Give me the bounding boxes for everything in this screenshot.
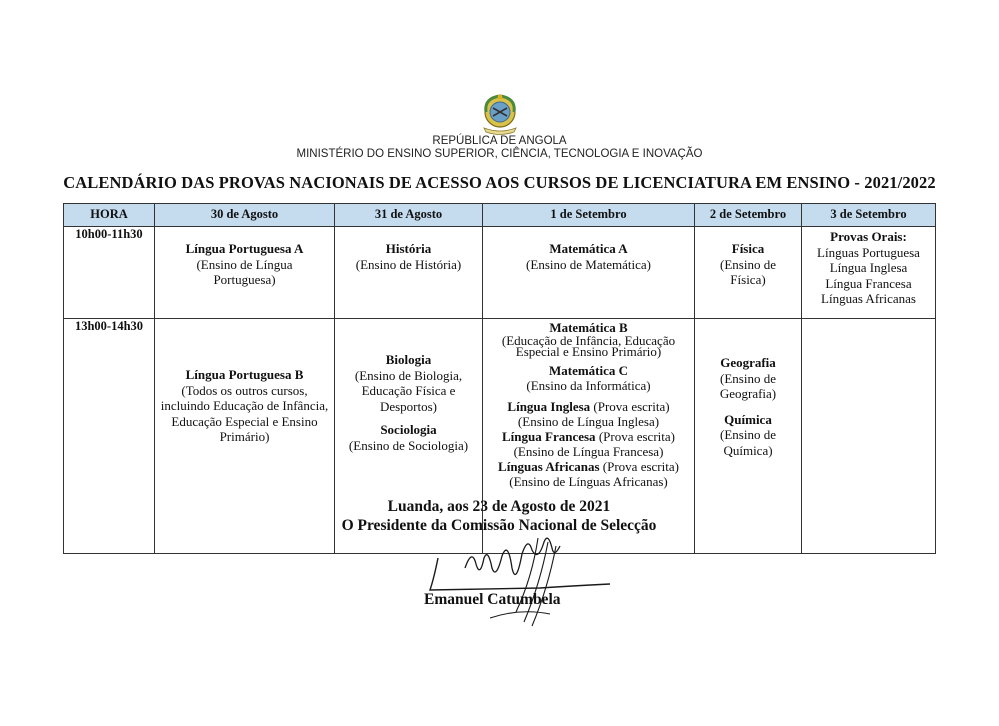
column-header-day-4: 2 de Setembro (695, 204, 802, 227)
exam-subject: Língua Francesa (502, 429, 596, 444)
angola-coat-of-arms-icon (474, 90, 526, 138)
exam-subject: Biologia (385, 352, 432, 367)
exam-note: (Prova escrita) (599, 459, 679, 474)
exam-subject: Língua Inglesa (507, 399, 591, 414)
column-header-hora: HORA (64, 204, 155, 227)
exam-detail: (Ensino de Biologia, Educação Física e Desportos) (354, 367, 463, 414)
exam-detail: (Ensino de Matemática) (526, 256, 651, 272)
exam-detail: (Ensino de Línguas Africanas) (509, 474, 668, 489)
ministry-heading: MINISTÉRIO DO ENSINO SUPERIOR, CIÊNCIA, TECNOLOGIA E INOVAÇÃO (296, 148, 703, 160)
exam-cell (335, 227, 483, 319)
exam-detail: (Ensino de Sociologia) (348, 437, 469, 453)
oral-exams-cell (802, 227, 936, 319)
exam-cell (695, 227, 802, 319)
exam-detail: (Todos os outros cursos, incluindo Educação de Infância, Educação Especial e Ensino Primário) (160, 382, 329, 444)
list-item: Línguas Portuguesa (817, 244, 920, 260)
hora-cell: 10h00-11h30 (64, 227, 155, 319)
exam-subject: Língua Portuguesa B (185, 367, 304, 382)
place-date: Luanda, aos 23 de Agosto de 2021 (387, 498, 611, 515)
exam-detail: (Ensino de Língua Francesa) (513, 444, 664, 459)
exam-detail: (Ensino de Geografia) (719, 370, 777, 401)
exam-subject: Física (731, 241, 765, 256)
exam-detail: (Ensino de Língua Inglesa) (517, 414, 660, 429)
column-header-day-5: 3 de Setembro (802, 204, 936, 227)
exam-subject: História (385, 241, 432, 256)
exam-detail: (Educação de Infância, Educação Especial e Ensino Primário) (501, 333, 676, 359)
exam-detail: (Ensino da Informática) (526, 378, 651, 393)
exam-line (486, 399, 691, 414)
list-item: Línguas Africanas (821, 291, 916, 306)
table-header-row (64, 204, 936, 227)
hora-cell: 13h00-14h30 (64, 319, 155, 554)
exam-subject: Matemática B (549, 320, 628, 335)
exam-note: (Prova escrita) (595, 429, 675, 444)
column-header-day-2: 31 de Agosto (335, 204, 483, 227)
exam-detail: (Ensino de História) (355, 256, 462, 272)
exam-subject: Línguas Africanas (498, 459, 600, 474)
exam-subject: Língua Portuguesa A (185, 241, 304, 256)
exam-subject: Matemática A (549, 241, 628, 256)
exam-detail: (Ensino de Química) (720, 427, 776, 458)
list-item: Língua Inglesa (829, 260, 908, 275)
exam-line (486, 429, 691, 444)
exam-detail: (Ensino de Língua Portuguesa) (196, 256, 293, 287)
republic-heading: REPÚBLICA DE ANGOLA (432, 135, 567, 147)
oral-exams-title: Provas Orais: (830, 229, 907, 244)
signer-name: Emanuel Catumbela (424, 591, 561, 608)
exam-detail: (Ensino de Física) (720, 256, 776, 287)
column-header-day-1: 30 de Agosto (155, 204, 335, 227)
exam-subject: Matemática C (548, 363, 629, 378)
signatory-role: O Presidente da Comissão Nacional de Selecção (341, 517, 657, 534)
document-title: CALENDÁRIO DAS PROVAS NACIONAIS DE ACESSO AOS CURSOS DE LICENCIATURA EM ENSINO - 2021/2022 (63, 173, 936, 192)
exam-subject: Sociologia (380, 422, 437, 437)
exam-subject: Geografia (720, 355, 776, 370)
handwritten-signature (420, 528, 620, 628)
exam-line (486, 459, 691, 474)
exam-note: (Prova escrita) (590, 399, 670, 414)
exam-subject: Química (724, 411, 772, 427)
list-item: Língua Francesa (825, 275, 912, 291)
column-header-day-3: 1 de Setembro (483, 204, 695, 227)
exam-cell (483, 227, 695, 319)
exam-cell (155, 227, 335, 319)
table-row-morning (64, 227, 936, 319)
